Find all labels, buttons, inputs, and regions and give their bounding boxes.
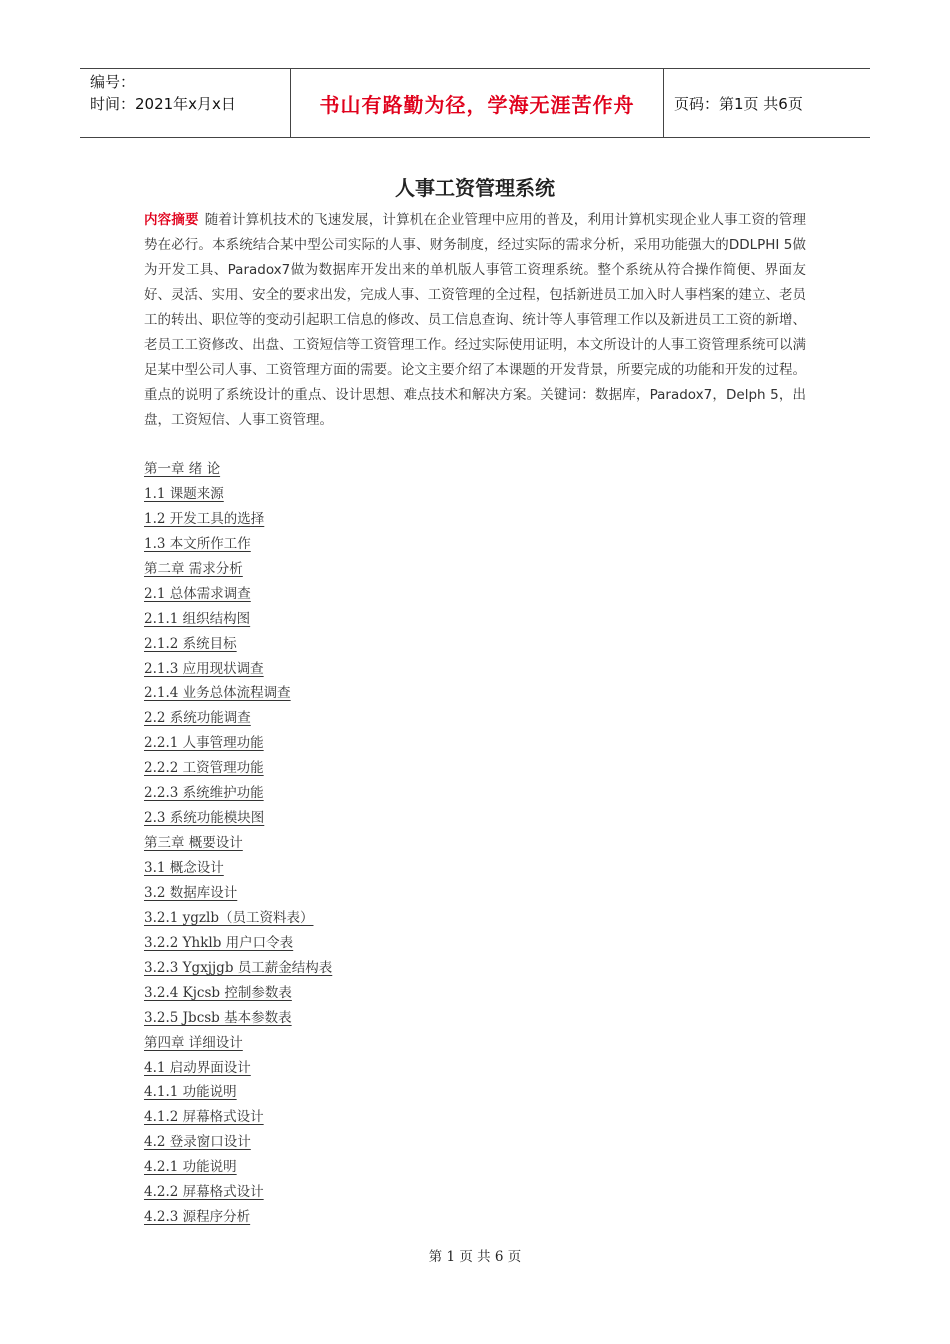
toc-entry — [144, 557, 332, 582]
toc-link[interactable]: 3.2.2 Yhklb 用户口令表 — [144, 934, 294, 951]
toc-entry — [144, 507, 332, 532]
toc-link[interactable]: 3.2.1 ygzlb（员工资料表） — [144, 909, 314, 926]
document-date: 时间：2021年x月x日 — [90, 95, 236, 113]
toc-link[interactable]: 4.2.3 源程序分析 — [144, 1209, 251, 1226]
toc-entry — [144, 931, 332, 956]
abstract-label: 内容摘要 — [144, 212, 199, 228]
toc-link[interactable]: 2.1.3 应用现状调查 — [144, 660, 264, 677]
toc-link[interactable]: 第二章 需求分析 — [144, 560, 243, 577]
toc-link[interactable]: 第一章 绪 论 — [144, 461, 221, 477]
toc-link[interactable]: 1.1 课题来源 — [144, 485, 224, 502]
toc-link[interactable]: 2.1 总体需求调查 — [144, 585, 251, 602]
abstract-text: 随着计算机技术的飞速发展，计算机在企业管理中应用的普及，利用计算机实现企业人事工资的管理势在必行。本系统结合某中型公司实际的人事、财务制度，经过实际的需求分析，采用功能强大的DDLPHI 5做为开发工具、Paradox7做为数据库开发出来的单机版人事管工资理系统。整个系统从符合操作简便、界面友好、灵活、实用、安全的要求出发，完成人事、工资管理的全过程，包括新进员工加入时人事档案的建立、老员工的转出、职位等的变动引起职工信息的修改、员工信息查询、统计等人事管理工作以及新进员工工资的新增、老员工工资修改、出盘、工资短信等工资管理工作。经过实际使用证明，本文所设计的人事工资管理系统可以满足某中型公司人事、工资管理方面的需要。论文主要介绍了本课题的开发背景，所要完成的功能和开发的过程。重点的说明了系统设计的重点、设计思想、难点技术和解决方案。关键词：数据库，Paradox7，Delph 5，出盘，工资短信、人事工资管理。 — [144, 212, 807, 428]
toc-entry — [144, 1031, 332, 1056]
toc-link[interactable]: 3.2 数据库设计 — [144, 884, 238, 901]
toc-entry — [144, 706, 332, 731]
toc-entry — [144, 1080, 332, 1105]
toc-entry — [144, 906, 332, 931]
toc-entry — [144, 632, 332, 657]
document-title: 人事工资管理系统 — [395, 176, 555, 200]
header-page-code: 页码：第1页 共6页 — [674, 94, 803, 113]
toc-entry — [144, 1105, 332, 1130]
abstract — [144, 208, 806, 433]
toc-link[interactable]: 1.3 本文所作工作 — [144, 535, 251, 552]
table-of-contents — [144, 457, 332, 1230]
toc-link[interactable]: 3.1 概念设计 — [144, 860, 224, 876]
toc-link[interactable]: 第四章 详细设计 — [144, 1034, 243, 1051]
toc-link[interactable]: 第三章 概要设计 — [144, 835, 243, 852]
toc-entry — [144, 482, 332, 507]
toc-link[interactable]: 2.1.2 系统目标 — [144, 635, 237, 652]
toc-link[interactable]: 1.2 开发工具的选择 — [144, 510, 265, 527]
toc-link[interactable]: 2.1.1 组织结构图 — [144, 610, 251, 627]
toc-link[interactable]: 2.2.3 系统维护功能 — [144, 785, 264, 802]
toc-entry — [144, 856, 332, 881]
toc-entry — [144, 1205, 332, 1230]
toc-entry — [144, 607, 332, 632]
toc-link[interactable]: 2.2.1 人事管理功能 — [144, 735, 264, 752]
toc-link[interactable]: 3.2.3 Ygxjjgb 员工薪金结构表 — [144, 959, 333, 976]
toc-entry — [144, 657, 332, 682]
toc-entry — [144, 781, 332, 806]
toc-entry — [144, 981, 332, 1006]
toc-link[interactable]: 4.2.1 功能说明 — [144, 1159, 237, 1176]
toc-entry — [144, 806, 332, 831]
toc-link[interactable]: 3.2.5 Jbcsb 基本参数表 — [144, 1009, 292, 1026]
toc-entry — [144, 731, 332, 756]
toc-entry — [144, 756, 332, 781]
toc-entry — [144, 831, 332, 856]
toc-entry — [144, 1155, 332, 1180]
toc-link[interactable]: 4.2.2 屏幕格式设计 — [144, 1184, 264, 1201]
toc-entry — [144, 1180, 332, 1205]
toc-link[interactable]: 4.1 启动界面设计 — [144, 1059, 251, 1076]
page-header — [80, 68, 870, 138]
toc-entry — [144, 956, 332, 981]
toc-entry — [144, 1056, 332, 1081]
toc-entry — [144, 1130, 332, 1155]
toc-entry — [144, 582, 332, 607]
header-meta — [80, 69, 291, 137]
document-number: 编号： — [90, 73, 136, 91]
toc-entry — [144, 532, 332, 557]
toc-entry — [144, 1006, 332, 1031]
header-motto: 书山有路勤为径，学海无涯苦作舟 — [291, 69, 664, 137]
toc-link[interactable]: 4.1.2 屏幕格式设计 — [144, 1109, 264, 1126]
toc-link[interactable]: 3.2.4 Kjcsb 控制参数表 — [144, 984, 292, 1001]
toc-entry — [144, 881, 332, 906]
toc-link[interactable]: 2.3 系统功能模块图 — [144, 810, 265, 827]
toc-link[interactable]: 2.1.4 业务总体流程调查 — [144, 685, 291, 702]
toc-entry — [144, 681, 332, 706]
toc-link[interactable]: 4.2 登录窗口设计 — [144, 1134, 251, 1151]
toc-link[interactable]: 2.2.2 工资管理功能 — [144, 760, 264, 777]
page-footer: 第 1 页 共 6 页 — [428, 1249, 522, 1265]
toc-link[interactable]: 4.1.1 功能说明 — [144, 1084, 237, 1101]
toc-link[interactable]: 2.2 系统功能调查 — [144, 710, 251, 727]
toc-entry — [144, 457, 332, 482]
